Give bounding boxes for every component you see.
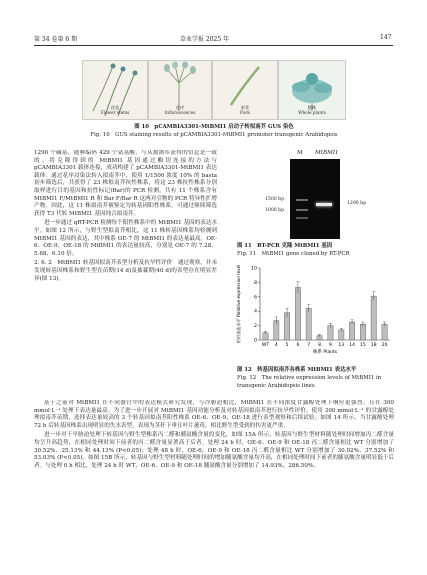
header-rule — [34, 45, 393, 46]
y-tick-label: 8 — [254, 280, 257, 286]
label-inflorescences-en: Inflorescences — [164, 110, 196, 115]
bar — [382, 324, 387, 340]
x-tick-label: 6 — [296, 343, 300, 348]
photo-whole-plants — [278, 60, 346, 120]
label-whole-plants-cn: 整株 — [307, 105, 317, 110]
fig12-caption-cn: 图 12 转基因拟南芥各株系 MtBMI1 表达水平 — [237, 367, 357, 373]
label-pods-cn: 果荚 — [240, 105, 250, 110]
x-tick-label: 9 — [328, 343, 332, 348]
label-flower-stems-en: Flower stems — [100, 110, 130, 115]
y-axis-label: 相对表达水平 Relative expression level — [236, 264, 241, 344]
bar — [328, 326, 333, 340]
y-tick-label: 6 — [254, 295, 257, 301]
lane-label-gene: MtBMI1 — [315, 150, 339, 156]
gel-image — [290, 159, 340, 239]
fig12-caption-en-2: transgenic Arabidopsis lines — [237, 383, 315, 389]
label-flower-stems-cn: 花苞 — [110, 105, 120, 110]
target-band — [316, 203, 332, 206]
photo-flower-stems — [82, 60, 148, 120]
marker-band — [296, 209, 308, 211]
x-tick-label: 20 — [381, 343, 388, 348]
journal-issue: 第 34 卷第 6 期 — [34, 36, 78, 43]
x-tick-label: 5 — [285, 343, 289, 348]
gel-figure — [235, 150, 395, 240]
paragraph: 进一步对干旱胁迫处理下转基因与野生型株系丙二醛和脯氨酸含量的变化，如图 15A 所示，转基因与野生型材料随处理时间增加丙二醛含量均呈升高趋势，在相同处理时间下前者的丙二醛含量显著高于后者。处理 24 h 时，OE-6、OE-9 和 OE-18 丙二醛含量相比 WT 分别增加了 30.52%、25.13% 和 44.13% (P<0.05)；处理 48 h 时，OE-6、OE-9 和 OE-18 丙二醛含量相比 WT 分别增加了 30.02%、37.52% 和 53.03% (P<0.05)。如图 15B 所示，转基因与野生型材料随处理时间的增加脯氨酸含量均升高，在相同处理时间下前者的脯氨酸含量明显低于后者。与处理 0 h 相比，处理 24 h 时 WT、OE-6、OE-9 和 OE-18 脯氨酸含量分别增加了 14.93%、286.50%、 — [34, 432, 394, 469]
journal-title: 草业学报 2025 年 — [180, 36, 230, 43]
x-tick-label: 7 — [307, 343, 311, 348]
x-tick-label: 8 — [318, 343, 322, 348]
photo-pods — [212, 60, 278, 120]
paragraph: 1290 个碱基，能够编码 429 个氨基酸，与从数据库获得的信息是一致的。将克隆得到的 MtBMI1 基因通过酶切连接的方法与 pCAMBIA3301 载体连接，成功构建了 pCAMBIA3301-MtBMI1 表达载体。通过花序浸染法转入拟南芥中，使用 1/1500 浓度 10% 的 basta 初步筛选后，共获得了 23 株拟南芥抗性株系，将这 23 株抗性株系分别取样进行目的基因和抗性标记(Bar)的 PCR 检测，共有 11 个株系含有 MtBMI1 F/MtBMI1 R 和 Bar F/Bar R 这两对引物的 PCR 特异性扩增产物。因此，这 11 株拟南芥被鉴定为转基因阳性株系，可通过继续筛选获得 T3 代转 MtBMI1 基因纯合拟南芥。 — [34, 150, 217, 217]
label-whole-plants-en: Whole plants — [298, 110, 326, 115]
fig11-caption-cn: 图 11 RT-PCR 克隆 MtBMI1 基因 — [237, 243, 333, 249]
expression-chart — [232, 262, 397, 366]
y-tick-label: 10 — [251, 266, 257, 272]
section-heading: 2. 6. 2 MtBMI1 转基因拟南芥表型分析及抗旱性评价 通过观察，并未发现转基因株系和野生型在苗期(14 d)及抽薹期(40 d)的表型存在明显差异(图 13)。 — [34, 260, 217, 282]
x-axis-label: 株系 Plants — [312, 350, 338, 355]
label-inflorescences-cn: 花序 — [175, 105, 185, 110]
paragraph: 基于之前对 MtBMI1 在不同器官中的表达模式研究发现，与冷胁迫相比，MtBMI1 在不同浓度甘露醇处理下响应更强烈，且在 300 mmol·L⁻¹ 处理下表达量最高。为了进一步开展对 MtBMI1 基因功能分析及对转基因拟南芥进行抗旱性评价，使用 300 mmol·L⁻¹ 的甘露醇处理拟南芥苗期，选择表达量较高的 3 个转基因拟南芥阳性株系 OE-6、OE-9、OE-18 进行表型观察和后续试验。如图 14 所示，当甘露醇处理 72 h 后转基因株系出现明显的失水表型，表现为茎秆下垂且叶片萎蔫，相比野生型受到的伤害更严重。 — [34, 400, 394, 429]
bar — [306, 308, 311, 340]
lane-label-m: M — [297, 150, 303, 156]
x-tick-label: 14 — [349, 343, 355, 348]
marker-1500-label: 1500 bp — [265, 197, 285, 202]
x-tick-label: 4 — [274, 343, 278, 348]
paragraph: 进一步通过 qRT-PCR 检测每个阳性株系中的 MtBMI1 基因的表达水平。如图 12 所示，与野生型拟南芥相比，这 11 株转基因株系均检测到 MtBMI1 基因的表达，其中株系 OE-7 的 MtBMI1 的表达量最高，OE-6、OE-9、OE-18 的 MtBMI1 的表达量较高，分别是 OE-7 的 7.28、5.68、6.10 倍。 — [34, 220, 217, 257]
photo-inflorescences — [148, 60, 212, 120]
x-tick-label: 18 — [370, 343, 377, 348]
left-column — [34, 150, 217, 362]
bar — [295, 287, 300, 340]
page-number: 147 — [380, 34, 392, 41]
marker-band — [296, 217, 308, 219]
bar — [349, 322, 354, 340]
fig11-caption-en: Fig. 11 MtBMI1 gene cloned by RT-PCR — [237, 251, 350, 257]
bar — [339, 330, 344, 340]
bar — [360, 324, 365, 340]
fig10-caption-en: Fig. 10 GUS staining results of pCAMBIA3301-MtBMI1 promoter transgenic Arabidopsis — [90, 132, 338, 138]
fig12-caption-en: Fig. 12 The relative expression levels of MtBMI1 in — [237, 375, 382, 381]
fig10-caption-cn: 图 10 pCAMBIA3301-MtBMI1 启动子转拟南芥 GUS 染色 — [134, 124, 294, 130]
x-tick-label: 13 — [338, 343, 345, 348]
band-size-label: 1290 bp — [347, 201, 367, 206]
marker-1000-label: 1000 bp — [265, 208, 285, 213]
x-tick-label: WT — [261, 343, 270, 348]
x-tick-label: 15 — [360, 343, 366, 348]
y-tick-label: 4 — [254, 309, 257, 315]
full-width-text — [34, 400, 394, 570]
y-tick-label: 2 — [254, 324, 257, 330]
marker-band — [296, 199, 308, 201]
y-tick-label: 0 — [254, 338, 257, 344]
bar — [371, 296, 376, 340]
label-pods-en: Pods — [240, 110, 250, 115]
